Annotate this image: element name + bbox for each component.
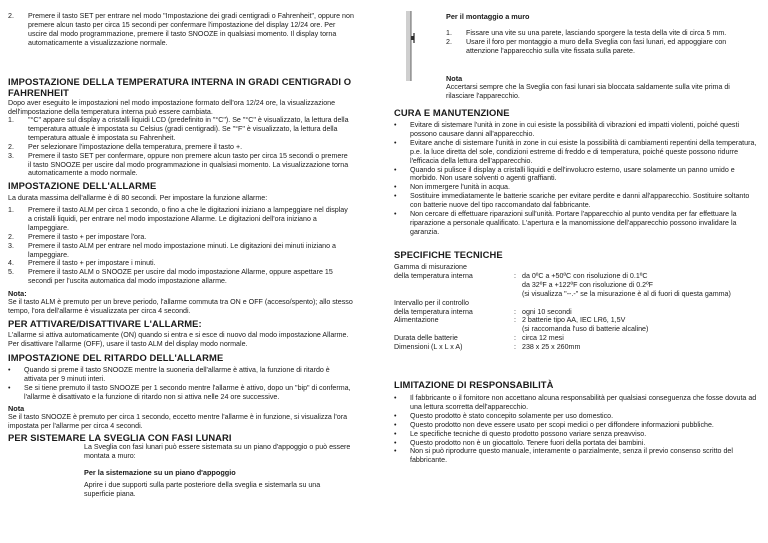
temperature-intro: Dopo aver eseguito le impostazioni nel modo impostazione formato dell'ora 12/24 ore, la visualizzazione dell'impostazione della temperatura interna può essere cambiata. [8,99,336,116]
item-text: Evitare di sistemare l'unità in zone in cui esiste la possibilità di vibrazioni ed impatti violenti, poiché questi possono causare danni all'apparecchio. [410,121,740,138]
item-text: Premere il tasto + per impostare l'ora. [28,232,147,241]
section-heading-liability: LIMITAZIONE DI RESPONSABILITÀ [394,379,554,390]
spec-label: Durata delle batterie [394,334,458,343]
spec-row [394,281,760,290]
item-text: Non si può riprodurre questo manuale, interamente o parzialmente, senza il previo consenso scritto del fabbricante. [410,447,733,465]
item-text: Quando si pulisce il display a cristalli liquidi e dell'involucro esterno, usare solamente un panno umido e morbido. Non usare solventi o agenti graffianti. [410,165,735,183]
item-text: Premere il tasto ALM per circa 1 secondo, o fino a che le digitazioni iniziano a lampeggiare nel display a cristalli liquidi, per entrare nel modo impostazione Allarme. Le digitazioni dell'ora iniziano a lampeggiare. [28,206,348,232]
list-item [394,412,758,421]
list-item [8,206,352,233]
wall-screw-icon [403,11,417,81]
list-item [394,210,758,237]
list-item [8,268,352,286]
spec-value: circa 12 mesi [522,334,564,343]
list-item [8,366,352,384]
item-text: Premere il tasto SET per entrare nel modo "Impostazione dei gradi centigradi o Fahrenheit", oppure non premere alcun tasto per circa 15 secondi per confermare l'impostazione del display 12/24 ore. Per uscire dal modo programmazione, premere il tasto SNOOZE in qualsiasi momento. Il display torna automaticamente a visualizzazione normale. [28,12,354,47]
spec-separator: : [514,316,516,325]
list-item [8,259,352,268]
care-list [394,121,758,237]
spec-separator: : [514,334,516,343]
item-text: Evitare anche di sistemare l'unità in zone in cui esiste la possibilità di cambiamenti repentini della temperatura, p.e. la luce diretta del sole, condizioni estreme di freddo e di temperatura, poiché queste possono ridurre l'efficacia della lettura dell'apparecchio. [410,138,757,165]
bullet-icon: • [394,183,397,192]
list-item [8,152,352,179]
bullet-icon: • [394,438,397,447]
item-number: 1. [8,116,14,124]
list-item [446,38,752,56]
spec-value: 238 x 25 x 260mm [522,343,581,352]
snooze-note: Se il tasto SNOOZE è premuto per circa 1 secondo, eccetto mentre l'allarme è in funzione, si visualizza l'ora impostata per l'allarme per circa 4 secondi. [8,413,348,430]
spec-row [394,334,760,343]
list-item [394,183,758,192]
spec-separator: : [514,307,516,316]
item-number: 4. [8,259,14,268]
section-heading-care: CURA E MANUTENZIONE [394,107,510,118]
section-heading-toggle: PER ATTIVARE/DISATTIVARE L'ALLARME: [8,318,202,329]
section-heading-setup: PER SISTEMARE LA SVEGLIA CON FASI LUNARI [8,432,232,443]
setup-text: La Sveglia con fasi lunari può essere sistemata su un piano d'appoggio o può essere montata a muro: [84,443,351,460]
spec-label: Alimentazione [394,316,439,325]
toggle-text: L'allarme si attiva automaticamente (ON) quando si entra e si esce di nuovo dal modo impostazione Allarme. Per disattivare l'allarme (OFF), usare il tasto ALM del display modo normale. [8,331,349,348]
spec-label: Dimensioni (L x L x A) [394,343,463,352]
item-text: Non immergere l'unità in acqua. [410,183,510,192]
list-item [394,394,758,412]
list-item [394,121,758,139]
snooze-list [8,366,352,402]
item-text: Per selezionare l'impostazione della temperatura, premere il tasto +. [28,142,243,151]
setup-sub-text: Aprire i due supporti sulla parte posteriore della sveglia e sistemarla su una superficie piana. [84,481,321,498]
bullet-icon: • [8,383,11,392]
spec-value: 2 batterie tipo AA, IEC LR6, 1,5V [522,316,626,325]
bullet-icon: • [394,138,397,147]
section-heading-temperature: IMPOSTAZIONE DELLA TEMPERATURA INTERNA IN GRADI CENTIGRADI O FAHRENHEIT [8,76,352,98]
spec-label: della temperatura interna [394,271,473,280]
spec-label: della temperatura interna [394,307,473,316]
spec-label: Intervallo per il controllo [394,298,469,307]
item-text: Quando si preme il tasto SNOOZE mentre la suoneria dell'allarme è attiva, la funzione di ritardo è attivata per 9 minuti interi. [24,366,330,383]
item-text: Questo prodotto non deve essere usato per scopi medici o per diffondere informazioni pubbliche. [410,420,714,429]
bullet-icon: • [394,210,397,219]
list-item [8,242,352,260]
temperature-steps [8,116,352,178]
item-text: Usare il foro per montaggio a muro della Sveglia con fasi lunari, ed appoggiare con attenzione l'apparecchio sulla vite fissata sulla parete. [466,37,727,55]
spec-row [394,272,760,281]
item-text: "°C" appare sul display a cristalli liquidi LCD (predefinito in "°C"). Se "°C" è visualizzato, la lettura della temperatura attuale è impostata su Celsius (gradi centigradi). Se "°F" è visualizzato, la lettura della temperatura attuale è impostata su Fahrenheit. [28,116,349,142]
item-number: 5. [8,268,14,277]
item-number: 3. [8,151,14,160]
spec-row [394,263,760,272]
item-text: Le specifiche tecniche di questo prodotto possono variare senza preavviso. [410,429,647,438]
setup-sub-label: Per la sistemazione su un piano d'appoggio [84,468,236,477]
list-item [8,384,352,402]
bullet-icon: • [394,420,397,429]
list-item [394,439,758,448]
spec-value: (si visualizza "--.-" se la misurazione è al di fuori di questa gamma) [522,289,731,298]
bullet-icon: • [8,366,11,374]
list-item [394,421,758,430]
item-text: Premere il tasto ALM o SNOOZE per uscire dal modo impostazione Allarme, oppure aspettare 15 secondi per l'uscita automatica dal modo impostazione allarme. [28,268,333,286]
list-item [394,166,758,184]
spec-row [394,299,760,308]
list-item [8,233,352,242]
item-text: Il fabbricante o il fornitore non accettano alcuna responsabilità per qualsiasi conseguenza che fosse dovuta ad una lettura scorretta dell'apparecchio. [410,394,757,411]
item-text: Se si tiene premuto il tasto SNOOZE per 1 secondo mentre l'allarme è attivo, dopo un "bip" di conferma, l'allarme è disattivato e la funzione di ritardo non si attiva nelle 24 ore successive. [24,383,351,401]
item-text: Fissare una vite su una parete, lasciando sporgere la testa della vite di circa 5 mm. [466,29,727,37]
item-text: Premere il tasto SET per confermare, oppure non premere alcun tasto per circa 15 secondi o premere il tasto SNOOZE per uscire dal modo programmazione in qualsiasi momento. La visualizzazione torna automaticamente a modo normale. [28,151,349,178]
bullet-icon: • [394,411,397,420]
alarm-intro: La durata massima dell'allarme è di 80 secondi. Per impostare la funzione allarme: [8,194,268,202]
item-number: 2. [8,232,14,241]
spec-value: (si raccomanda l'uso di batterie alcaline) [522,325,649,334]
bullet-icon: • [394,394,397,402]
spec-label: Gamma di misurazione [394,263,467,271]
section-heading-snooze: IMPOSTAZIONE DEL RITARDO DELL'ALLARME [8,352,224,363]
bullet-icon: • [394,165,397,174]
item-text: Questo prodotto non è un giocattolo. Tenere fuori della portata dei bambini. [410,438,646,447]
snooze-note-label: Nota [8,404,25,413]
item-number: 1. [446,29,452,37]
spec-row [394,343,760,352]
item-text: Non cercare di effettuare riparazioni sull'unità. Portare l'apparecchio al punto vendita per far effettuare la riparazione a personale qualificato. L'apertura e la manomissione dell'apparecchio possono invalidare la garanzia. [410,210,737,236]
list-item [8,116,352,143]
wall-mount-label: Per il montaggio a muro [446,12,530,21]
section-heading-specs: SPECIFICHE TECNICHE [394,249,503,260]
spec-row [394,290,760,299]
item-number: 3. [8,241,14,250]
spec-value: da 32ºF a +122ºF con risoluzione di 0.2ºF [522,280,654,289]
bullet-icon: • [394,121,397,129]
list-item [446,29,752,38]
wall-note: Accertarsi sempre che la Sveglia con fasi lunari sia bloccata saldamente sulla vite prima di rilasciare l'apparecchio. [446,83,730,100]
bullet-icon: • [394,192,397,201]
item-text: Sostituire immediatamente le batterie scariche per evitare perdite e danni all'apparecchio. Sostituire soltanto con batterie nuove del tipo raccomandato dal fabbricante. [410,192,750,210]
list-item [8,143,352,152]
list-item [394,430,758,439]
alarm-note: Se il tasto ALM è premuto per un breve periodo, l'allarme commuta tra ON e OFF (acceso/spento); allo stesso tempo, l'ora dell'allarme è visualizzata per circa 4 secondi. [8,298,353,315]
wall-note-label: Nota [446,74,463,83]
list-item [394,192,758,210]
item-number: 2. [8,12,14,20]
alarm-steps [8,206,352,286]
bullet-icon: • [394,447,397,456]
bullet-icon: • [394,429,397,438]
spec-separator: : [514,271,516,280]
spec-row [394,308,760,317]
spec-row [394,325,760,334]
section-heading-alarm: IMPOSTAZIONE DELL'ALLARME [8,180,157,191]
spec-value: ogni 10 secondi [522,307,572,316]
item-number: 1. [8,206,14,214]
item-number: 2. [446,37,452,46]
alarm-note-label: Nota: [8,289,27,298]
spec-separator: : [514,343,516,352]
wall-mount-steps [446,29,752,56]
item-text: Premere il tasto + per impostare i minuti. [28,259,156,268]
list-item [394,139,758,166]
spec-value: da 0ºC a +50ºC con risoluzione di 0.1ºC [522,271,648,280]
spec-row [394,316,760,325]
item-number: 2. [8,142,14,151]
list-item [394,447,758,465]
item-text: Premere il tasto ALM per entrare nel modo impostazione minuti. Le digitazioni dei minuti iniziano a lampeggiare. [28,241,336,259]
list-item [8,12,354,48]
liability-list [394,394,758,465]
specs-table [394,263,760,352]
item-text: Questo prodotto è stato concepito solamente per uso domestico. [410,411,614,420]
